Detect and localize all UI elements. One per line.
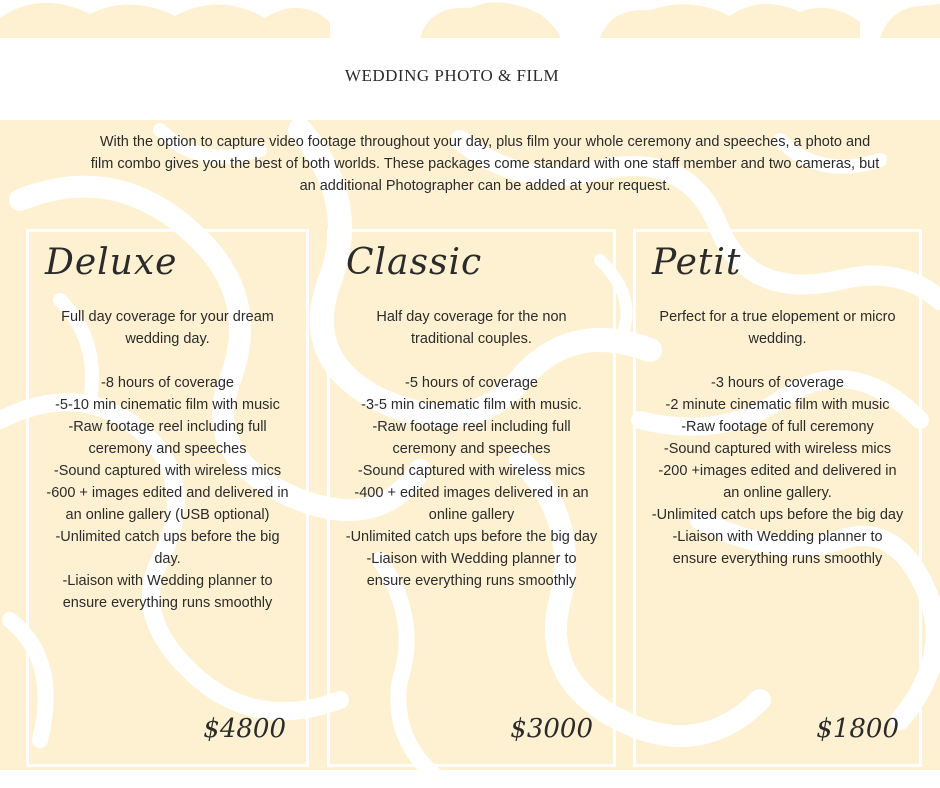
- package-feature: -Raw footage reel including full ceremony and speeches: [372, 419, 571, 457]
- package-feature: -Unlimited catch ups before the big day: [345, 529, 598, 545]
- package-feature: -Liaison with Wedding planner to ensure everything runs smoothly: [672, 529, 883, 567]
- package-price: $3000: [510, 714, 593, 744]
- package-price: $4800: [203, 714, 286, 744]
- package-feature: -Liaison with Wedding planner to ensure everything runs smoothly: [366, 551, 577, 589]
- package-summary: Full day coverage for your dream wedding day.: [61, 309, 274, 347]
- package-feature: -Unlimited catch ups before the big day: [651, 507, 904, 523]
- package-feature: -Sound captured with wireless mics: [663, 441, 892, 457]
- package-feature: -Sound captured with wireless mics: [53, 463, 282, 479]
- package-summary: Perfect for a true elopement or micro wedding.: [659, 309, 896, 347]
- package-feature: -5-10 min cinematic film with music: [55, 397, 280, 413]
- package-feature: -600 + images edited and delivered in an online gallery (USB optional): [46, 485, 289, 523]
- package-feature: -5 hours of coverage: [405, 375, 538, 391]
- package-card-petit: [633, 229, 922, 767]
- package-name: Petit: [652, 242, 742, 283]
- package-feature: -8 hours of coverage: [101, 375, 234, 391]
- package-details: [650, 306, 905, 570]
- package-details: [43, 306, 292, 614]
- package-card-deluxe: [26, 229, 309, 767]
- package-feature: -Sound captured with wireless mics: [357, 463, 586, 479]
- package-feature: -2 minute cinematic film with music: [665, 397, 890, 413]
- package-card-classic: [327, 229, 616, 767]
- package-feature: -Unlimited catch ups before the big day.: [55, 529, 280, 567]
- package-feature: -Raw footage of full ceremony: [681, 419, 874, 435]
- package-summary: Half day coverage for the non traditional couples.: [376, 309, 567, 347]
- package-feature: -Raw footage reel including full ceremony and speeches: [68, 419, 267, 457]
- package-details: [344, 306, 599, 592]
- package-feature: -200 +images edited and delivered in an online gallery.: [658, 463, 897, 501]
- section-title: WEDDING PHOTO & FILM: [344, 66, 560, 85]
- package-name: Classic: [346, 242, 483, 283]
- package-price: $1800: [816, 714, 899, 744]
- package-feature: -400 + edited images delivered in an online gallery: [354, 485, 589, 523]
- section-intro: With the option to capture video footage throughout your day, plus film your whole ceremony and speeches, a photo and film combo gives you the best of both worlds. These packages come standard with one staff member and two cameras, but an additional Photographer can be added at your request.: [90, 134, 880, 194]
- package-feature: -3-5 min cinematic film with music.: [361, 397, 582, 413]
- package-feature: -3 hours of coverage: [711, 375, 844, 391]
- package-name: Deluxe: [45, 242, 178, 283]
- package-feature: -Liaison with Wedding planner to ensure everything runs smoothly: [62, 573, 273, 611]
